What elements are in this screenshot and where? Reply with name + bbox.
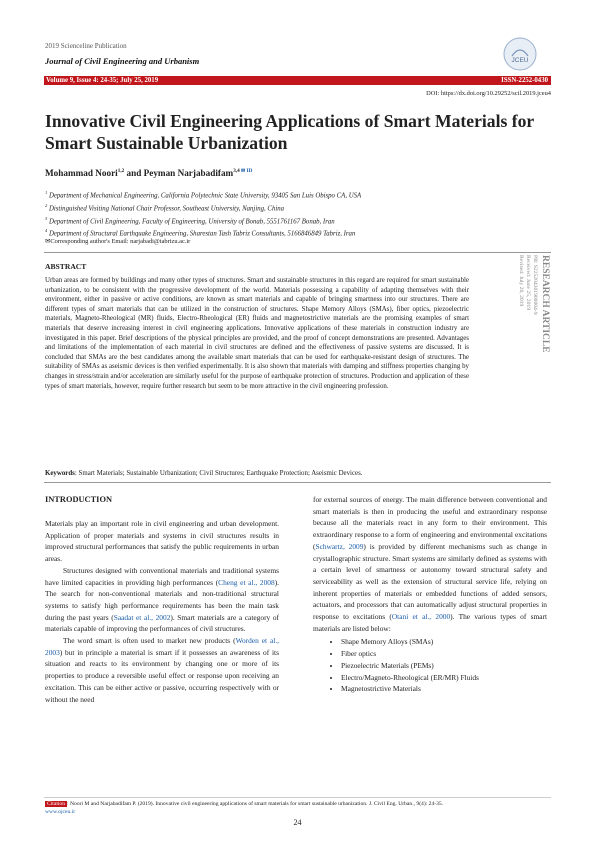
list-item: • Piezoelectric Materials (PEMs) <box>341 660 547 672</box>
paragraph: The word smart is often used to market new products (Worden et al., 2003) but in principle a material is smart if it possesses an awareness of its situation and reacts to its environment by changing one or more of its properties to produce a reversible useful effect or response upon receiving an excitation. This can be either active or passive, occurring respectively with or without the need <box>45 636 279 704</box>
keywords-label: Keywords <box>45 470 75 477</box>
logo-text: JCEU <box>511 57 529 64</box>
pii: PII: S225204301900004-9 <box>532 255 538 315</box>
article-type: RESEARCH ARTICLE <box>540 255 550 353</box>
journal-logo <box>502 36 538 72</box>
affiliation-item: $^3$ Department of Civil Engineering, Faculty of Engineering, University of Bonab, 5551761167 Bonab, Iran <box>45 215 335 225</box>
keywords-list: : Smart Materials; Sustainable Urbanization; Civil Structures; Earthquake Protection; Aseismic Devices. <box>74 470 363 477</box>
affiliation-item: $^1$ Department of Mechanical Engineering, California Polytechnic State University, 93405 San Luis Obispo CA, USA <box>45 190 362 200</box>
citation-link[interactable]: Saadat et al., 2002 <box>113 612 171 622</box>
issn: ISSN-2252-0430 <box>501 77 548 84</box>
corresponding-email: ✉Corresponding author's Email: narjabadi@tabrizu.ac.ir <box>45 238 191 245</box>
citation-text: : Noori M and Narjabadifam P. (2019). Innovative civil engineering applications of smart materials for smart sustainable urbanization. J. Civil Eng. Urban., 9(4): 24-35. <box>67 801 444 807</box>
citation-link[interactable]: Schwartz, 2009 <box>315 541 364 551</box>
text-column-left <box>45 518 279 705</box>
corresponding-mark[interactable]: ✉ ID <box>239 168 253 174</box>
journal-name: Journal of Civil Engineering and Urbanism <box>45 56 200 66</box>
citation-tag: Citation <box>47 801 66 807</box>
abstract-body: Urban areas are formed by buildings and many other types of structures. Smart and sustainable structures in this regard are required for smart sustainable urbanization, to be consistent with the progressive development of the world. Materials possessing a capability of adapting themselves with their environment, either in passive or active conditions, are known as smart materials and capable of bringing smartness into our structures. There are different types of smart materials that can be utilized in the construction of structures. Shape Memory Alloys (SMAs), fiber optics, piezoelectric materials, Magneto-Rheological (MR) fluids, Electro-Rheological (ER) fluids and magnetostrictive materials are the promising examples of smart materials that deserve increasing interest in civil engineering applications. Innovative applications of these materials in construction industry are investigated in this paper. Brief descriptions of the physical principles are provided, and the proof of concept demonstrations are presented. Advantages and limitations of the implementation of each material in civil structures are defined and the effectiveness of passive systems are discussed. It is concluded that SMAs are the best candidates among the available smart materials that can be used for earthquake-resistant design of structures. The suitability of SMAs as aseismic devices is then verified experimentally. It is also shown that materials with damping and stiffness properties changing by changes in stress/strain and/or acceleration are similarly useful for the purpose of earthquake protection of structures. Production and application of these types of smart materials, however, require further research but seem to be more attractive in the civil engineering profession. <box>45 277 469 390</box>
citation-link[interactable]: Cheng et al., 2008 <box>218 577 275 587</box>
revised-date: Revised: July 20, 2019 <box>518 255 524 307</box>
paragraph: Materials play an important role in civil engineering and urban development. Application of proper materials and systems in civil structures results in improved structural performances that satisfy the public requirements in urban areas. <box>45 519 279 564</box>
divider <box>44 482 551 483</box>
publisher-line: 2019 Scienceline Publication <box>45 42 127 50</box>
page-number: 24 <box>293 818 302 827</box>
article-title: Innovative Civil Engineering Applications of Smart Materials for Smart Sustainable Urbanization <box>45 111 534 153</box>
doi-link[interactable]: DOI: https://dx.doi.org/10.29252/scil.2019.jceu4 <box>426 90 551 97</box>
keywords <box>45 470 469 477</box>
author-superscript: 3,4 <box>233 168 240 174</box>
affiliations <box>45 188 545 239</box>
list-item: • Electro/Magneto-Rheological (ER/MR) Fluids <box>341 672 547 684</box>
section-heading: INTRODUCTION <box>45 495 113 504</box>
affiliation-item: $^2$ Distinguished Visiting National Chair Professor, Southeast University, Nanjing, China <box>45 202 285 213</box>
issue-bar <box>44 76 551 85</box>
paragraph: for external sources of energy. The main difference between conventional and smart materials is then in producing the useful and extraordinary response because all the materials react in any form to their environment. This extraordinary response to a form of engineering and environmental excitations (Schwartz, 2009) is provided by different mechanisms such as change in crystallographic structure. Smart systems are similarly defined as systems with a certain level of smartness or autonomy toward structural safety and serviceability as well as the extension of structural service life, relying on inherent properties of materials or embedded functions of added sensors, actuators, and processors that can automatically adjust structural properties in response to excitations (Otani et al., 2000). The various types of smart materials are listed below: <box>313 495 548 633</box>
citation-line <box>45 801 555 807</box>
abstract-heading: ABSTRACT <box>45 262 87 271</box>
text-column-right <box>313 494 547 695</box>
issue-info: Volume 9, Issue 4: 24-35; July 25, 2019 <box>46 77 159 84</box>
divider <box>44 252 551 253</box>
paragraph: Structures designed with conventional materials and traditional systems have limited capacities in providing high performances (Cheng et al., 2008). The search for non-conventional materials and non-traditional structural systems to satisfy high performance requirements has been the main task during the past years (Saadat et al., 2002). Smart materials are a category of materials capable of improving the performances of civil structures. <box>45 565 279 634</box>
smart-materials-list <box>313 636 547 695</box>
author-name: Peyman Narjabadifam <box>143 168 234 179</box>
author-line <box>45 168 252 178</box>
received-date: Received: June 25, 2019 <box>525 255 531 310</box>
footer-divider <box>44 797 551 798</box>
author-superscript: 1,2 <box>117 168 125 174</box>
author-name: Mohammad Noori <box>45 168 118 179</box>
list-item: • Shape Memory Alloys (SMAs) <box>341 636 547 648</box>
citation-link[interactable]: Worden et al., 2003 <box>45 636 279 657</box>
affiliation-item: $^4$ Department of Structural Earthquake Engineering, Sharestan Tash Tabriz Consultants, 5166846849 Tabriz, Iran <box>45 228 356 238</box>
list-item: • Fiber optics <box>341 648 547 660</box>
citation-link[interactable]: Otani et al., 2000 <box>391 612 451 622</box>
article-side-info <box>509 255 554 455</box>
website-link[interactable]: www.ojceu.ir <box>45 809 76 815</box>
list-item: • Magnetostrictive Materials <box>341 683 547 695</box>
author-conjunction: and <box>124 168 144 179</box>
